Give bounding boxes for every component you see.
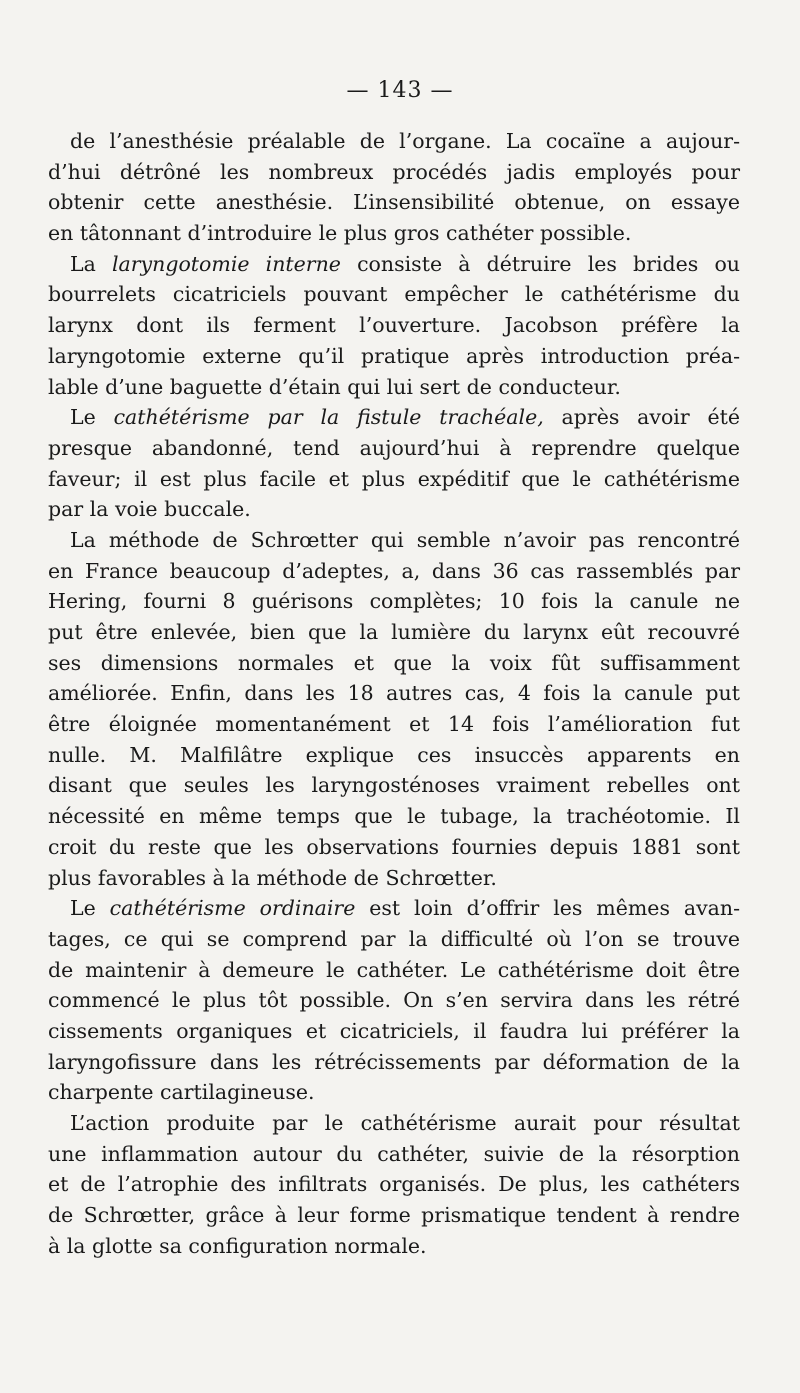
paragraph-5-line	[48, 893, 740, 924]
paragraph-4-line: Hering, fourni 8 guérisons complètes; 10 fois la canule ne	[48, 589, 740, 614]
paragraph-4-line: put être enlevée, bien que la lumière du larynx eût recouvré	[48, 620, 740, 644]
paragraph-4-line: en France beaucoup d’adeptes, a, dans 36 cas rassemblés par	[48, 558, 740, 583]
paragraph-6-line: de Schrœtter, grâce à leur forme prismatique tendent à rendre	[48, 1203, 740, 1228]
page-number: — 143 —	[346, 78, 454, 103]
paragraph-3-line: faveur; il est plus facile et plus expéditif que le cathétérisme	[48, 466, 740, 491]
line-text: La	[70, 251, 112, 276]
body-text	[48, 126, 740, 1261]
paragraph-6-line: et de l’atrophie des infiltrats organisés. De plus, les cathéters	[48, 1172, 740, 1197]
paragraph-6-line: à la glotte sa configuration normale.	[48, 1233, 427, 1258]
paragraph-2-line: bourrelets cicatriciels pouvant empêcher le cathétérisme du	[48, 282, 740, 307]
paragraph-2-line	[48, 249, 740, 280]
paragraph-5-line: laryngofissure dans les rétrécissements par déformation de la	[48, 1049, 740, 1074]
paragraph-3-line: par la voie buccale.	[48, 497, 251, 522]
italic-term: laryngotomie interne	[111, 251, 341, 276]
paragraph-5-line: commencé le plus tôt possible. On s’en servira dans les rétré	[48, 988, 740, 1013]
paragraph-4-line: disant que seules les laryngosténoses vraiment rebelles ont	[48, 773, 740, 798]
paragraph-5-line: de maintenir à demeure le cathéter. Le cathétérisme doit être	[48, 957, 740, 982]
line-text: après avoir été	[543, 405, 740, 430]
paragraph-5-line: tages, ce qui se comprend par la difficulté où l’on se trouve	[48, 926, 740, 951]
paragraph-6-line: L’action produite par le cathétérisme aurait pour résultat	[70, 1111, 740, 1135]
paragraph-4-line: nulle. M. Malfilâtre explique ces insuccès apparents en	[48, 742, 740, 767]
paragraph-1-line: d’hui détrôné les nombreux procédés jadis employés pour	[48, 159, 740, 184]
paragraph-4-line: croit du reste que les observations fournies depuis 1881 sont	[48, 834, 740, 859]
paragraph-4-line: La méthode de Schrœtter qui semble n’avoir pas rencontré	[70, 527, 740, 552]
paragraph-2-line: laryngotomie externe qu’il pratique après introduction préa-	[48, 343, 740, 368]
line-text: est loin d’offrir les mêmes avan-	[355, 896, 741, 921]
italic-term: cathétérisme ordinaire	[109, 896, 356, 921]
paragraph-1-line: obtenir cette anesthésie. L’insensibilité obtenue, on essaye	[48, 190, 740, 215]
paragraph-4-line: être éloignée momentanément et 14 fois l’amélioration fut	[48, 712, 740, 737]
paragraph-5-line: charpente cartilagineuse.	[48, 1080, 315, 1105]
paragraph-1-line: de l’anesthésie préalable de l’organe. La cocaïne a aujour-	[70, 129, 740, 153]
italic-term: cathétérisme par la fistule trachéale,	[113, 405, 544, 430]
paragraph-4-line: ses dimensions normales et que la voix fût suffisamment	[48, 650, 740, 675]
line-text: consiste à détruire les brides ou	[340, 251, 740, 276]
paragraph-3-line: presque abandonné, tend aujourd’hui à reprendre quelque	[48, 435, 740, 460]
paragraph-4-line: nécessité en même temps que le tubage, la trachéotomie. Il	[48, 804, 740, 829]
paragraph-1-line: en tâtonnant d’introduire le plus gros cathéter possible.	[48, 221, 632, 246]
line-text: Le	[70, 405, 114, 430]
line-text: Le	[70, 896, 110, 921]
paragraph-5-line: cissements organiques et cicatriciels, il faudra lui préférer la	[48, 1018, 740, 1043]
paragraph-4-line: améliorée. Enfin, dans les 18 autres cas, 4 fois la canule put	[48, 681, 740, 706]
paragraph-3-line	[48, 402, 740, 433]
paragraph-4-line: plus favorables à la méthode de Schrœtter.	[48, 865, 497, 890]
paragraph-2-line: larynx dont ils ferment l’ouverture. Jacobson préfère la	[48, 313, 740, 338]
paragraph-6-line: une inflammation autour du cathéter, suivie de la résorption	[48, 1141, 740, 1166]
paragraph-2-line: lable d’une baguette d’étain qui lui sert de conducteur.	[48, 374, 621, 399]
